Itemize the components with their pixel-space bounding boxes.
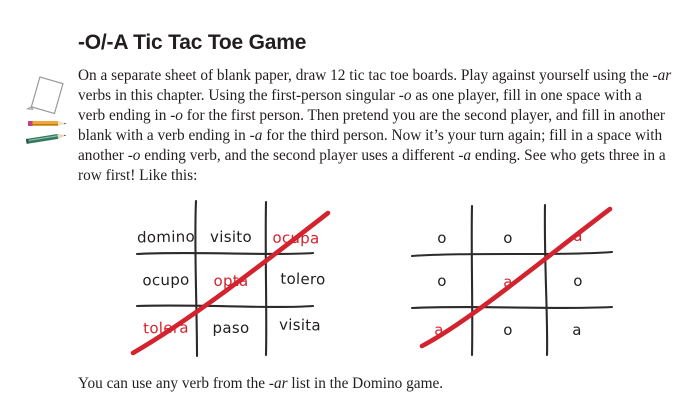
- closing-note: [78, 374, 672, 394]
- margin-art-graphic: [24, 76, 74, 148]
- board-cell: o: [437, 272, 447, 290]
- board-cell: a: [573, 227, 583, 245]
- text-segment: as one player, fill in one space with a verb ending in: [78, 87, 642, 124]
- text-segment: verbs in this chapter. Using the first-person singular: [78, 87, 399, 104]
- text-segment: for the third person. Now it’s your turn again; fill in a space with another: [78, 127, 663, 164]
- text-segment: ending verb, and the second player uses a different: [140, 147, 459, 164]
- text-segment: -ar: [268, 375, 288, 392]
- board-cell: o: [437, 229, 447, 247]
- board-cell: tolera: [143, 318, 189, 338]
- grid-line-vertical-1: [472, 206, 473, 355]
- text-segment: list in the Domino game.: [287, 375, 444, 392]
- yellow-pencil-icon: [28, 121, 67, 126]
- text-segment: On a separate sheet of blank paper, draw 12 tic tac toe boards. Play against yourself using the: [78, 67, 653, 84]
- board-cell: ocupa: [272, 228, 320, 248]
- grid-line-vertical-1: [195, 201, 197, 356]
- board-cell: visita: [278, 315, 322, 335]
- board-cell: visito: [210, 228, 252, 246]
- text-segment: for the first person. Then pretend you are the second player, and fill in another blank with a verb ending in: [78, 107, 666, 144]
- page-title: -O/-A Tic Tac Toe Game: [78, 31, 307, 54]
- board-cell: o: [503, 321, 513, 339]
- board-cell: domino: [136, 227, 196, 247]
- grid-line-horizontal-1: [412, 252, 612, 256]
- green-pencil-icon: [26, 133, 67, 144]
- margin-art: [24, 76, 74, 148]
- text-segment: ending. See who gets three in a row first! Like this:: [78, 147, 666, 184]
- board-cell: o: [573, 272, 583, 290]
- board-cell: a: [503, 273, 513, 291]
- grid-line-vertical-2: [266, 202, 267, 355]
- board-cell: ocupo: [142, 270, 190, 290]
- text-segment: -o: [170, 107, 183, 124]
- board-cell: a: [572, 321, 582, 339]
- grid-line-horizontal-2: [412, 307, 612, 308]
- board-cell: paso: [212, 319, 250, 337]
- board-cell: tolero: [280, 269, 326, 289]
- text-segment: -a: [249, 127, 263, 144]
- board-cell: opta: [213, 272, 249, 290]
- text-segment: -a: [458, 147, 472, 164]
- tic-tac-toe-board-endings: [408, 198, 618, 370]
- grid-line-horizontal-2: [137, 306, 313, 307]
- board-cell: o: [503, 229, 513, 247]
- paper-sheet-icon: [28, 76, 63, 116]
- text-segment: -ar: [652, 67, 672, 84]
- grid-line-horizontal-1: [137, 253, 313, 254]
- tic-tac-toe-board-verbs: [100, 198, 335, 370]
- grid-line-vertical-2: [545, 205, 547, 355]
- instructions-paragraph: [78, 66, 672, 186]
- text-segment: -o: [127, 147, 141, 164]
- text-segment: You can use any verb from the: [78, 375, 269, 392]
- text-segment: -o: [398, 87, 412, 104]
- board-cell: a: [434, 321, 444, 339]
